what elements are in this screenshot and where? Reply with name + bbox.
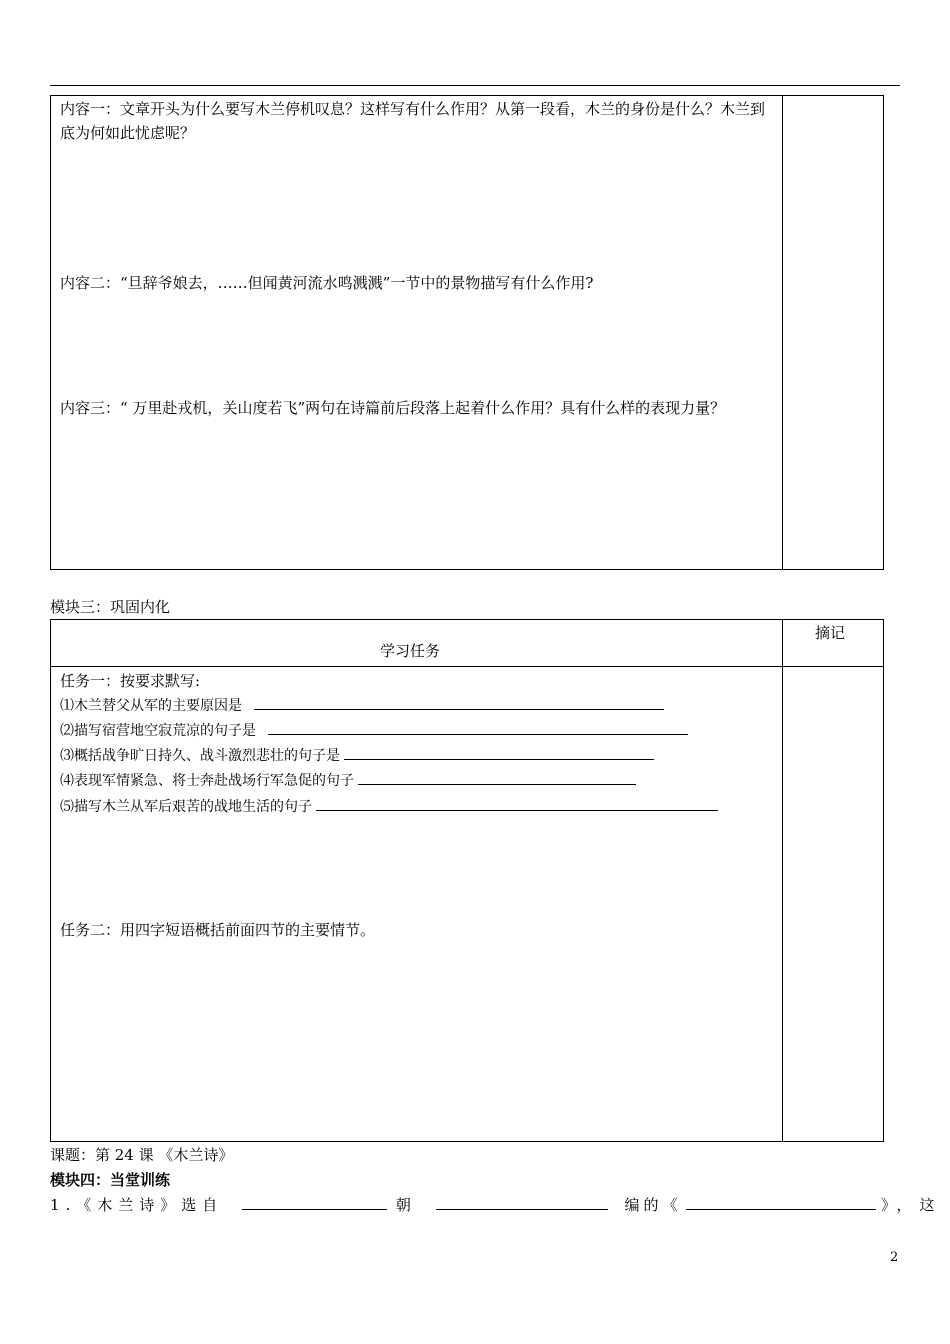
fill-item-2-label: ⑵描写宿营地空寂荒凉的句子是 [60, 723, 256, 739]
fill-item-5-label: ⑸描写木兰从军后艰苦的战地生活的句子 [60, 799, 312, 815]
fill-blank-4[interactable] [358, 769, 636, 785]
questions-table [50, 95, 884, 570]
question-2: 内容二：“旦辞爷娘去，……但闻黄河流水鸣溅溅”一节中的景物描写有什么作用? [60, 274, 594, 292]
fill-item-1 [60, 694, 664, 718]
fill-item-3 [60, 744, 654, 768]
question-3: 内容三：“ 万里赴戎机，关山度若飞”两句在诗篇前后段落上起着什么作用？具有什么样的表现力量？ [60, 399, 726, 417]
module4-q1 [50, 1193, 943, 1217]
q1-part-4: 》，这 [881, 1196, 943, 1214]
header-rule [50, 85, 900, 86]
q1-blank-source[interactable] [242, 1194, 387, 1210]
fill-item-2 [60, 719, 688, 743]
header-learning-task: 学习任务 [380, 642, 441, 660]
q1-blank-book[interactable] [686, 1194, 876, 1210]
page-number: 2 [890, 1250, 899, 1265]
q1-part-3: 编的《 [624, 1196, 682, 1214]
task1-title: 任务一：按要求默写: [60, 672, 201, 690]
fill-blank-2[interactable] [268, 719, 688, 735]
module4-title: 模块四：当堂训练 [50, 1171, 171, 1189]
fill-item-1-label: ⑴木兰替父从军的主要原因是 [60, 698, 242, 714]
fill-blank-3[interactable] [344, 744, 654, 760]
task2-title: 任务二：用四字短语概括前面四节的主要情节。 [60, 921, 376, 939]
fill-item-4-label: ⑷表现军情紧急、将士奔赴战场行军急促的句子 [60, 773, 354, 789]
module3-header-rule [50, 666, 884, 667]
q1-part-2: 朝 [395, 1196, 411, 1214]
fill-blank-1[interactable] [254, 694, 664, 710]
fill-item-5 [60, 795, 718, 819]
fill-item-4 [60, 769, 636, 793]
header-notes: 摘记 [815, 624, 846, 642]
lesson-title: 课题：第 24 课 《木兰诗》 [50, 1146, 234, 1164]
q1-part-1: 1.《木兰诗》选自 [50, 1196, 224, 1214]
questions-table-divider [782, 95, 783, 570]
question-1: 内容一：文章开头为什么要写木兰停机叹息？这样写有什么作用？从第一段看，木兰的身份是什么？木兰到底为何如此忧虑呢？ [60, 100, 766, 142]
q1-blank-dynasty[interactable] [436, 1194, 608, 1210]
module3-table-divider [782, 619, 783, 1142]
fill-item-3-label: ⑶概括战争旷日持久、战斗激烈悲壮的句子是 [60, 748, 340, 764]
fill-blank-5[interactable] [316, 795, 718, 811]
module3-title: 模块三：巩固内化 [50, 598, 171, 616]
